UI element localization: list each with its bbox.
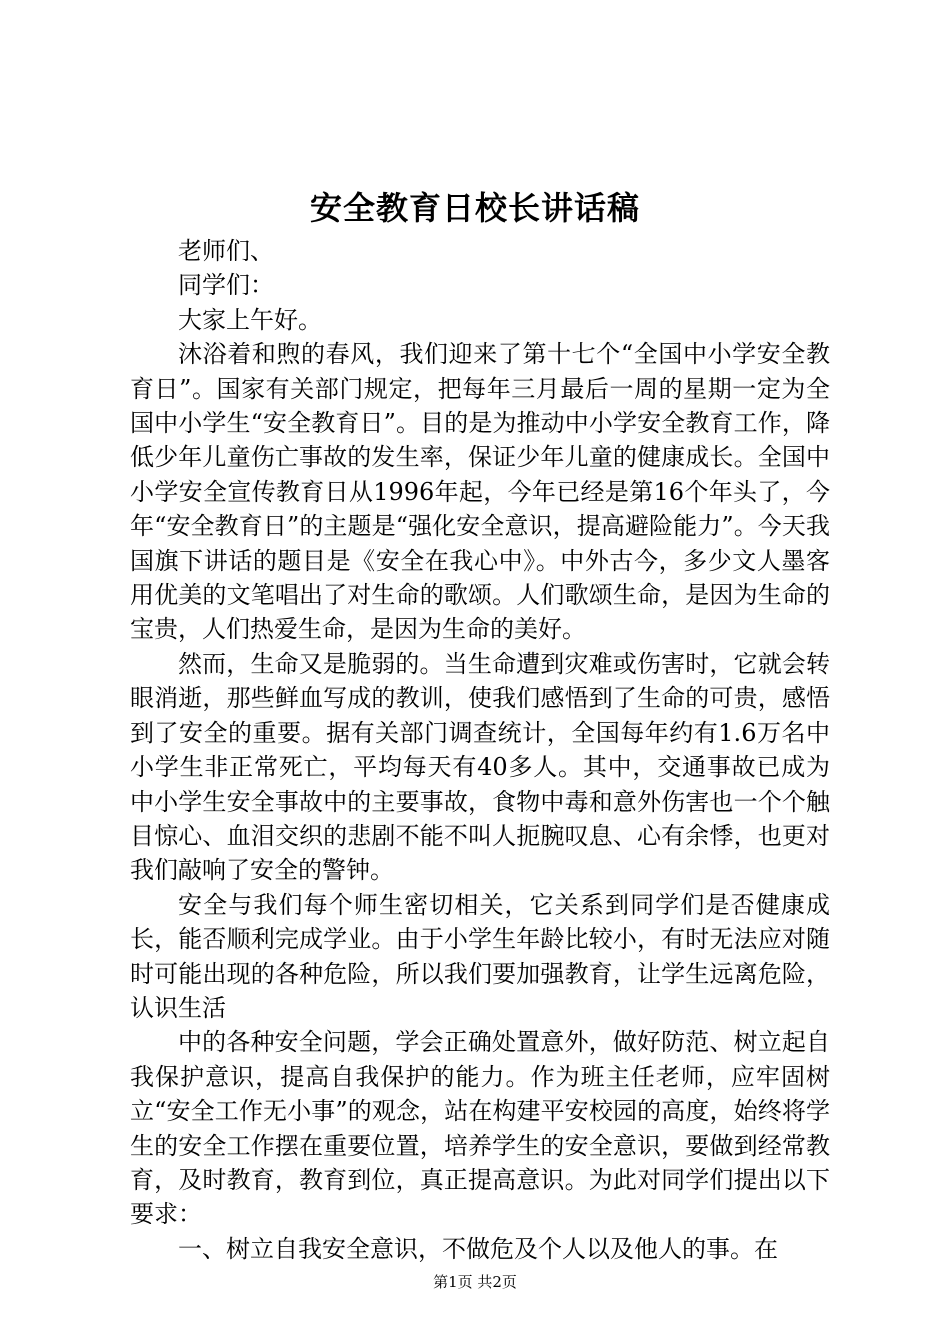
body-paragraph: 安全与我们每个师生密切相关，它关系到同学们是否健康成长，能否顺利完成学业。由于小学生年龄比较小，有时无法应对随时可能出现的各种危险，所以我们要加强教育，让学生远离危险，认识生活 [130, 890, 830, 1022]
page-footer: 第1页 共2页 [433, 1273, 517, 1291]
body-paragraph: 一、树立自我安全意识，不做危及个人以及他人的事。在 [178, 1234, 778, 1263]
salutation-students: 同学们： [178, 271, 274, 300]
greeting: 大家上午好。 [178, 305, 322, 334]
body-paragraph: 然而，生命又是脆弱的。当生命遭到灾难或伤害时，它就会转眼消逝，那些鲜血写成的教训，使我们感悟到了生命的可贵，感悟到了安全的重要。据有关部门调查统计，全国每年约有1.6万名中小学生非正常死亡，平均每天有40多人。其中，交通事故已成为中小学生安全事故中的主要事故，食物中毒和意外伤害也一个个触目惊心、血泪交织的悲剧不能不叫人扼腕叹息、心有余悸，也更对我们敲响了安全的警钟。 [130, 649, 830, 885]
salutation-teachers: 老师们、 [178, 237, 274, 265]
body-paragraph: 沐浴着和煦的春风，我们迎来了第十七个“全国中小学安全教育日”。国家有关部门规定，把每年三月最后一周的星期一定为全国中小学生“安全教育日”。目的是为推动中小学安全教育工作，降低少年儿童伤亡事故的发生率，保证少年儿童的健康成长。全国中小学安全宣传教育日从1996年起，今年已经是第16个年头了，今年“安全教育日”的主题是“强化安全意识，提高避险能力”。今天我国旗下讲话的题目是《安全在我心中》。中外古今，多少文人墨客用优美的文笔唱出了对生命的歌颂。人们歌颂生命，是因为生命的宝贵，人们热爱生命，是因为生命的美好。 [130, 340, 830, 644]
document-body [130, 234, 830, 1266]
document-title: 安全教育日校长讲话稿 [309, 189, 640, 227]
body-paragraph: 中的各种安全问题，学会正确处置意外，做好防范、树立起自我保护意识，提高自我保护的能力。作为班主任老师，应牢固树立“安全工作无小事”的观念，站在构建平安校园的高度，始终将学生的安全工作摆在重要位置，培养学生的安全意识，要做到经常教育，及时教育，教育到位，真正提高意识。为此对同学们提出以下要求： [130, 1028, 830, 1229]
